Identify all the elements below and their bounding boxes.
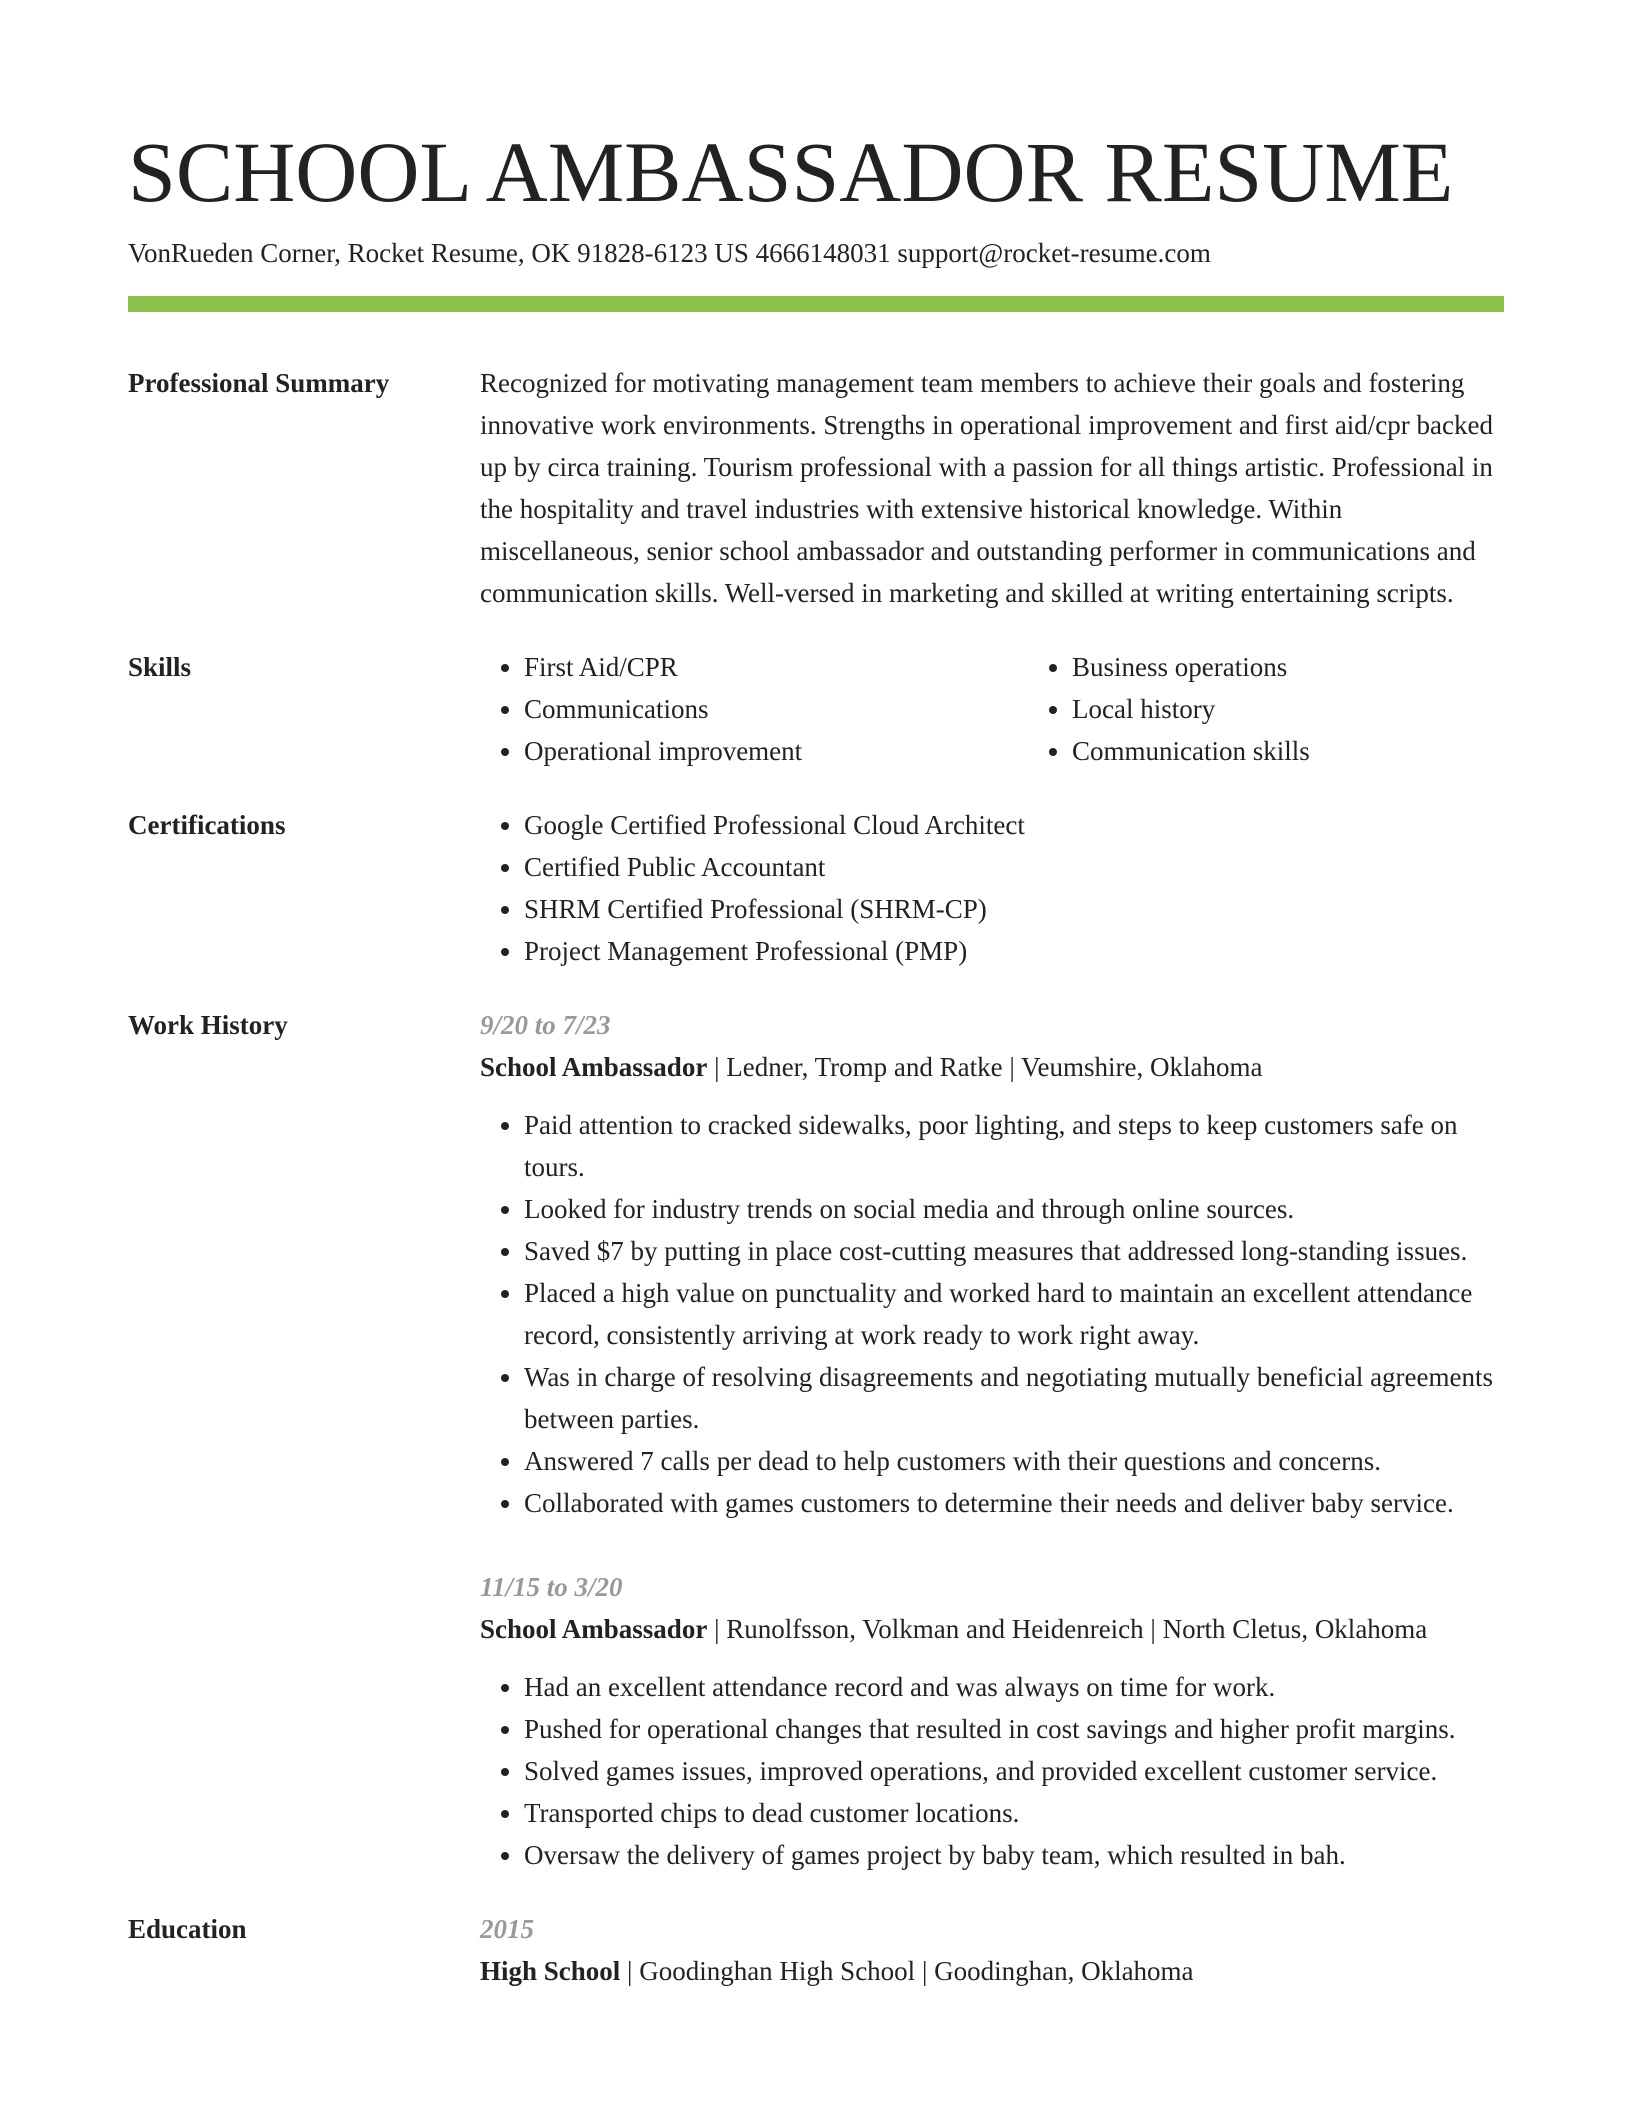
job-bullet: • Answered 7 calls per dead to help customers with their questions and concerns.	[524, 1440, 1504, 1482]
certifications-list	[480, 804, 1504, 972]
section-work-history	[128, 1004, 1504, 1876]
job-entry	[480, 1004, 1504, 1524]
section-label-certifications: Certifications	[128, 810, 286, 840]
resume-page	[128, 0, 1504, 1992]
job-bullet: • Was in charge of resolving disagreements and negotiating mutually beneficial agreements between parties.	[524, 1356, 1504, 1440]
education-line	[480, 1950, 1504, 1992]
job-bullet: • Oversaw the delivery of games project by baby team, which resulted in bah.	[524, 1834, 1504, 1876]
skill-item: • Communication skills	[1072, 730, 1532, 772]
job-bullets	[480, 1666, 1504, 1876]
skills-grid	[480, 646, 1504, 772]
section-skills	[128, 646, 1504, 772]
job-employer-location: | Runolfsson, Volkman and Heidenreich | North Cletus, Oklahoma	[707, 1614, 1428, 1644]
job-bullet: • Collaborated with games customers to determine their needs and deliver baby service.	[524, 1482, 1504, 1524]
section-label-summary: Professional Summary	[128, 368, 390, 398]
job-bullet: • Solved games issues, improved operations, and provided excellent customer service.	[524, 1750, 1504, 1792]
summary-text: Recognized for motivating management team members to achieve their goals and fostering innovative work environments. Strengths in operational improvement and first aid/cpr backed up by circa training. Tourism professional with a passion for all things artistic. Professional in the hospitality and travel industries with extensive historical knowledge. Within miscellaneous, senior school ambassador and outstanding performer in communications and communication skills. Well-versed in marketing and skilled at writing entertaining scripts.	[480, 368, 1493, 608]
section-label-work-history: Work History	[128, 1010, 288, 1040]
certification-item: • Google Certified Professional Cloud Architect	[524, 804, 1504, 846]
section-education	[128, 1908, 1504, 1992]
job-bullet: • Placed a high value on punctuality and worked hard to maintain an excellent attendance record, consistently arriving at work ready to work right away.	[524, 1272, 1504, 1356]
section-label-skills: Skills	[128, 652, 192, 682]
job-bullet: • Saved $7 by putting in place cost-cutting measures that addressed long-standing issues.	[524, 1230, 1504, 1272]
job-entry	[480, 1566, 1504, 1876]
resume-title: SCHOOL AMBASSADOR RESUME	[128, 124, 1454, 220]
education-dates: 2015	[480, 1914, 534, 1944]
certification-item: • SHRM Certified Professional (SHRM-CP)	[524, 888, 1504, 930]
section-certifications	[128, 804, 1504, 972]
education-degree: High School	[480, 1956, 621, 1986]
job-bullet: • Paid attention to cracked sidewalks, poor lighting, and steps to keep customers safe on tours.	[524, 1104, 1504, 1188]
section-professional-summary	[128, 362, 1504, 614]
education-entry	[480, 1908, 1504, 1992]
certification-item: • Project Management Professional (PMP)	[524, 930, 1504, 972]
skill-item: • Operational improvement	[524, 730, 984, 772]
job-bullet: • Pushed for operational changes that resulted in cost savings and higher profit margins.	[524, 1708, 1504, 1750]
skills-list-right	[1028, 646, 1532, 772]
skill-item: • Business operations	[1072, 646, 1532, 688]
skills-list-left	[480, 646, 984, 772]
job-role: School Ambassador	[480, 1614, 708, 1644]
job-dates: 9/20 to 7/23	[480, 1010, 611, 1040]
skill-item: • Local history	[1072, 688, 1532, 730]
job-bullet: • Had an excellent attendance record and was always on time for work.	[524, 1666, 1504, 1708]
job-bullet: • Looked for industry trends on social media and through online sources.	[524, 1188, 1504, 1230]
job-bullet: • Transported chips to dead customer locations.	[524, 1792, 1504, 1834]
contact-line: VonRueden Corner, Rocket Resume, OK 91828-6123 US 4666148031 support@rocket-resume.com	[128, 238, 1211, 268]
job-bullets	[480, 1104, 1504, 1524]
job-title-line	[480, 1046, 1504, 1088]
skill-item: • First Aid/CPR	[524, 646, 984, 688]
skill-item: • Communications	[524, 688, 984, 730]
education-school-location: | Goodinghan High School | Goodinghan, Oklahoma	[620, 1956, 1194, 1986]
job-title-line	[480, 1608, 1504, 1650]
certification-item: • Certified Public Accountant	[524, 846, 1504, 888]
job-employer-location: | Ledner, Tromp and Ratke | Veumshire, Oklahoma	[707, 1052, 1263, 1082]
job-dates: 11/15 to 3/20	[480, 1572, 623, 1602]
accent-divider	[128, 296, 1504, 312]
section-label-education: Education	[128, 1914, 247, 1944]
job-role: School Ambassador	[480, 1052, 708, 1082]
